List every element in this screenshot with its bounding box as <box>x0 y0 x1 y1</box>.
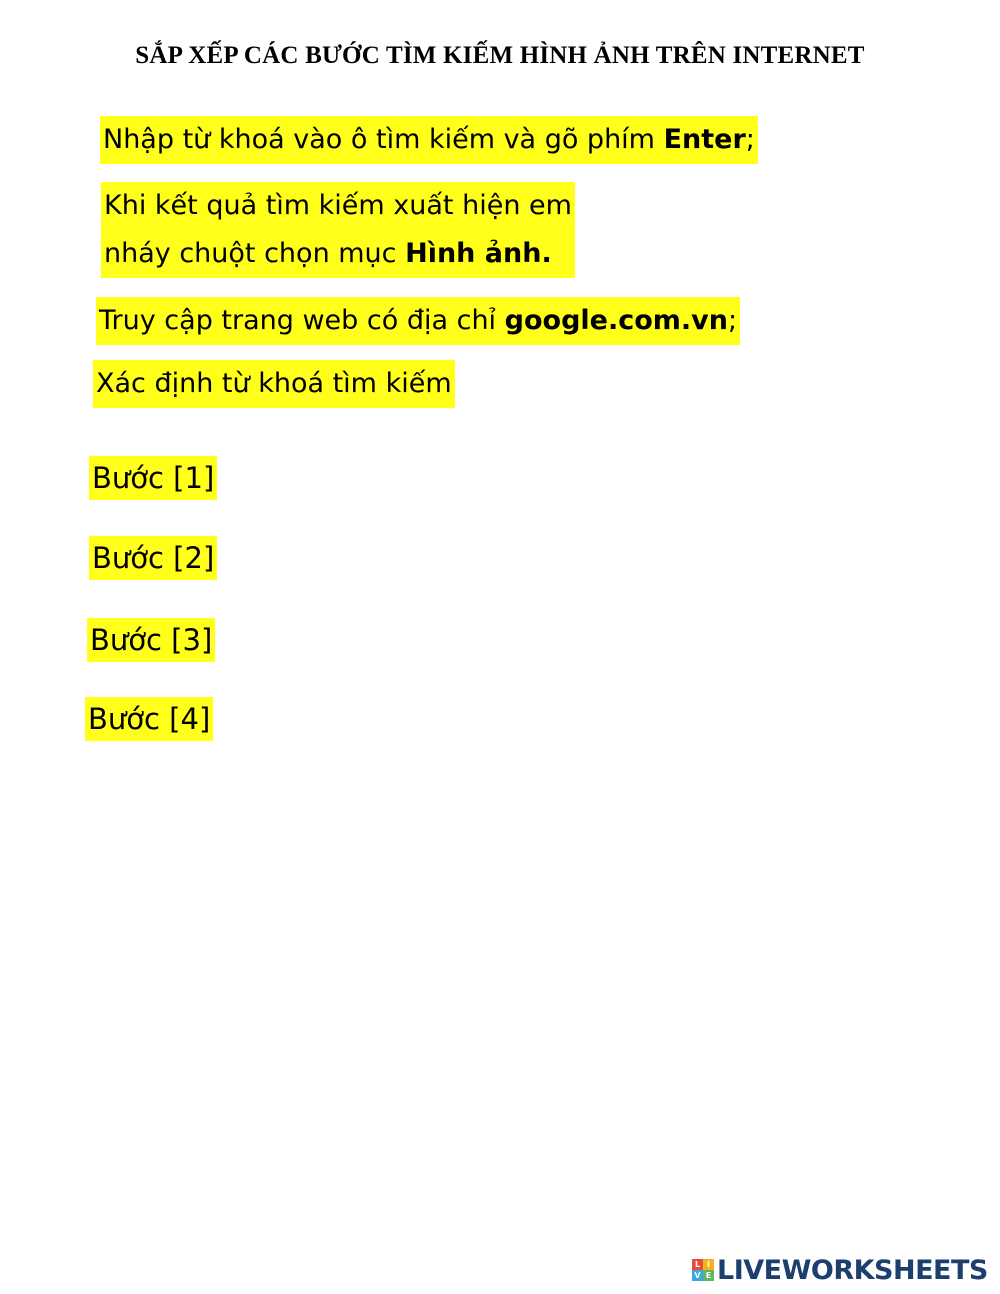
page-title: SẮP XẾP CÁC BƯỚC TÌM KIẾM HÌNH ẢNH TRÊN INTERNET <box>135 42 865 69</box>
card-bold-text: Enter <box>663 124 746 155</box>
step-slot-3[interactable]: Bước [3] <box>87 618 215 662</box>
answer-card-define-keyword[interactable] <box>93 360 455 408</box>
answer-card-choose-images[interactable] <box>101 182 575 278</box>
logo-text: LIVEWORKSHEETS <box>717 1254 988 1286</box>
card-suffix: ; <box>745 124 755 155</box>
step-slot-4[interactable]: Bước [4] <box>85 697 213 741</box>
card-bold-text: Hình ảnh. <box>405 238 552 269</box>
answer-card-visit-google[interactable] <box>96 297 740 345</box>
card-bold-text: google.com.vn <box>504 305 728 336</box>
card-text: Xác định từ khoá tìm kiếm <box>96 368 452 399</box>
card-text-line2: nháy chuột chọn mục <box>104 238 406 269</box>
card-text-line1: Khi kết quả tìm kiếm xuất hiện em <box>104 190 572 221</box>
step-slot-1[interactable]: Bước [1] <box>89 456 217 500</box>
card-text: Nhập từ khoá vào ô tìm kiếm và gõ phím <box>103 124 664 155</box>
step-slot-2[interactable]: Bước [2] <box>89 536 217 580</box>
card-text: Truy cập trang web có địa chỉ <box>99 305 505 336</box>
answer-card-enter-keyword[interactable] <box>100 116 758 164</box>
liveworksheets-logo-icon: L I V E <box>692 1259 714 1281</box>
liveworksheets-logo <box>692 1254 988 1286</box>
card-suffix: ; <box>728 305 738 336</box>
